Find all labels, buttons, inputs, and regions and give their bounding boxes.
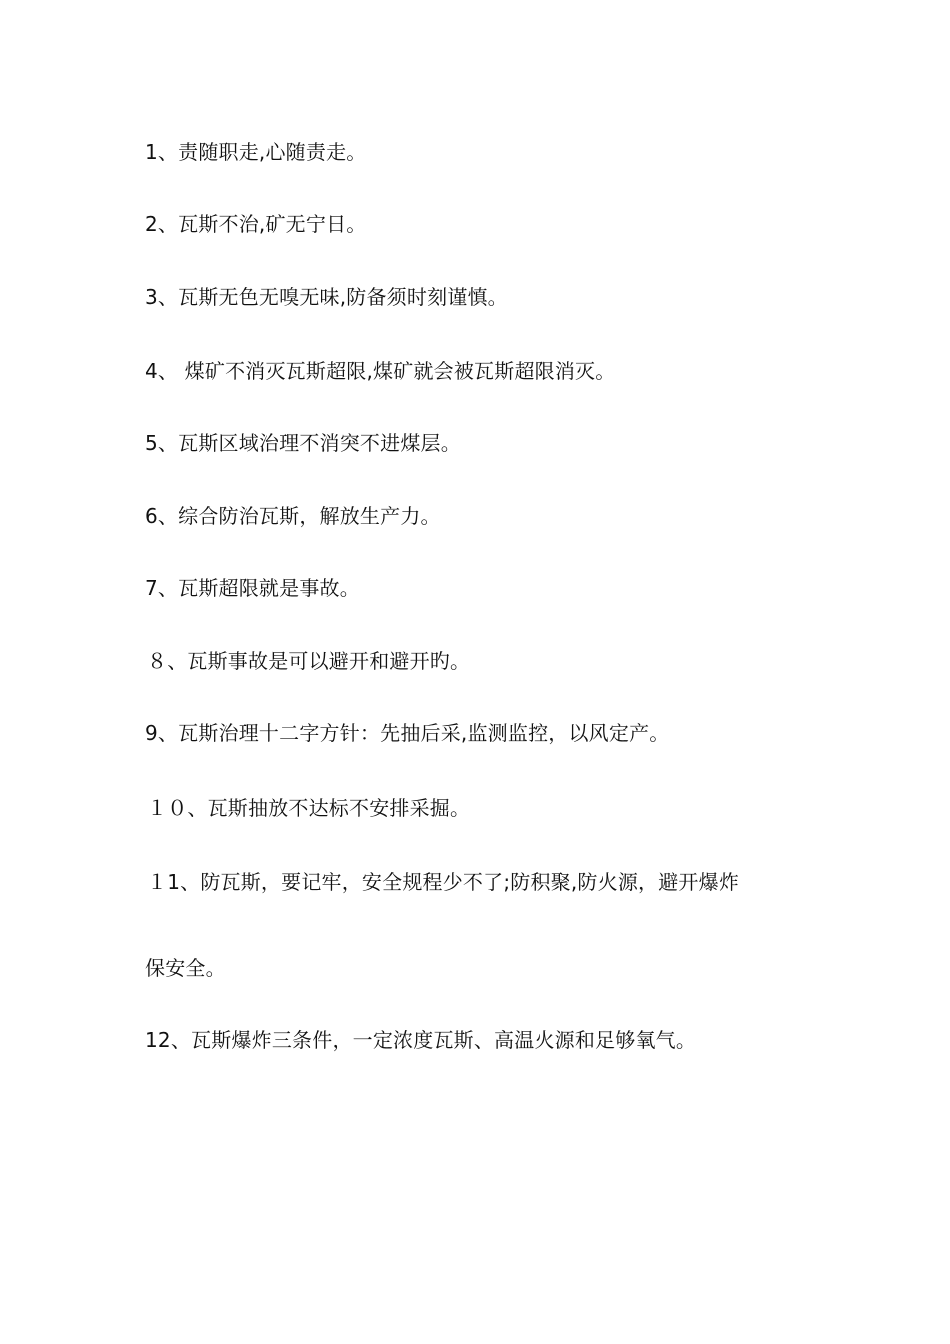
slogan-line-5: 5、瓦斯区域治理不消突不进煤层。 bbox=[145, 431, 461, 455]
slogan-line-9: 9、瓦斯治理十二字方针：先抽后采,监测监控，以风定产。 bbox=[145, 721, 670, 745]
slogan-line-1: 1、责随职走,心随责走。 bbox=[145, 140, 367, 164]
slogan-line-12: 12、瓦斯爆炸三条件，一定浓度瓦斯、高温火源和足够氧气。 bbox=[145, 1028, 697, 1052]
slogan-line-6: 6、综合防治瓦斯，解放生产力。 bbox=[145, 504, 441, 528]
slogan-line-11: １1、防瓦斯，要记牢，安全规程少不了;防积聚,防火源，避开爆炸 bbox=[147, 870, 740, 894]
slogan-line-2: 2、瓦斯不治,矿无宁日。 bbox=[145, 212, 367, 236]
slogan-line-10: １０、瓦斯抽放不达标不安排采掘。 bbox=[147, 796, 471, 820]
slogan-line-7: 7、瓦斯超限就是事故。 bbox=[145, 576, 360, 600]
slogan-line-11-continuation: 保安全。 bbox=[145, 956, 226, 980]
slogan-line-8: ８、瓦斯事故是可以避开和避开旳。 bbox=[147, 649, 471, 673]
slogan-line-4: 4、 煤矿不消灭瓦斯超限,煤矿就会被瓦斯超限消灭。 bbox=[145, 359, 616, 383]
slogan-line-3: 3、瓦斯无色无嗅无味,防备须时刻谨慎。 bbox=[145, 285, 508, 309]
